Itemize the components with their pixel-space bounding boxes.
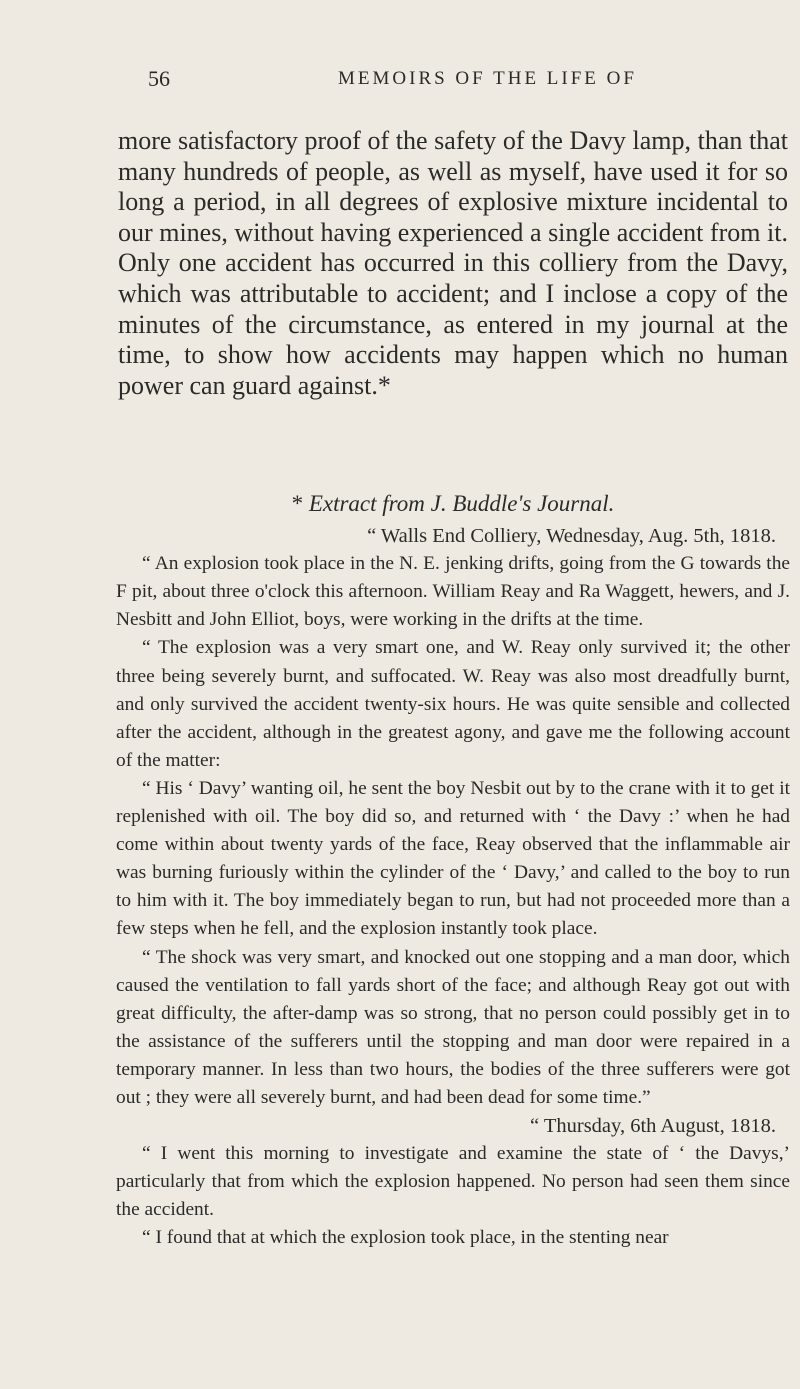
journal-paragraph: “ The shock was very smart, and knocked out one stopping and a man door, which caused the ventilation to fall yards short of the face; and although Reay got out with great difficulty, the after-damp was so strong, that no person could possibly get in to the assistance of the sufferers until the stopping and man door were repaired in a temporary manner. In less than two hours, the bodies of the three sufferers were got out ; they were all severely burnt, and had been dead for some time.” [116,946,790,1108]
journal-paragraph: “ His ‘ Davy’ wanting oil, he sent the boy Nesbit out by to the crane with it to get it replenished with oil. The boy did so, and returned with ‘ the Davy :’ when he had come within about twenty yards of the face, Reay observed that the inflammable air was burning furiously within the cylinder of the ‘ Davy,’ and called to the boy to run to him with it. The boy immediately began to run, but had not proceeded more than a few steps when he fell, and the explosion instantly took place. [116,777,790,940]
body-paragraph: more satisfactory proof of the safety of the Davy lamp, than that many hundreds of people, as well as myself, have used it for so long a period, in all degrees of explosive mixture incidental to our mines, without having experienced a single accident from it. Only one accident has occurred in this colliery from the Davy, which was attributable to accident; and I inclose a copy of the minutes of the circumstance, as entered in my journal at the time, to show how accidents may happen which no human power can guard against.* [118,126,788,400]
journal-paragraph: “ I went this morning to investigate and examine the state of ‘ the Davys,’ particularly that from which the explosion happened. No person had seen them since the accident. [116,1143,790,1221]
journal-dateline: “ Walls End Colliery, Wednesday, Aug. 5th, 1818. [367,525,776,548]
running-head [148,66,690,96]
journal-paragraph: “ The explosion was a very smart one, and W. Reay only survived it; the other three being severely burnt, and suffocated. W. Reay was also most dreadfully burnt, and only survived the accident twenty-six hours. He was quite sensible and collected after the accident, although in the greatest agony, and gave me the following account of the matter: [116,637,790,771]
footnote-title: Extract from J. Buddle's Journal. [308,491,615,516]
footnote-heading [116,490,790,518]
page-number: 56 [148,66,170,91]
running-title: MEMOIRS OF THE LIFE OF [338,68,637,89]
journal-paragraph: “ I found that at which the explosion took place, in the stenting near [142,1227,669,1249]
footnote [116,490,790,1253]
footnote-mark: * [291,491,309,516]
journal-dateline: “ Thursday, 6th August, 1818. [530,1115,776,1138]
journal-paragraph: “ An explosion took place in the N. E. jenking drifts, going from the G towards the F pit, about three o'clock this afternoon. William Reay and Ra Waggett, hewers, and J. Nesbitt and John Elliot, boys, were working in the drifts at the time. [116,553,790,631]
